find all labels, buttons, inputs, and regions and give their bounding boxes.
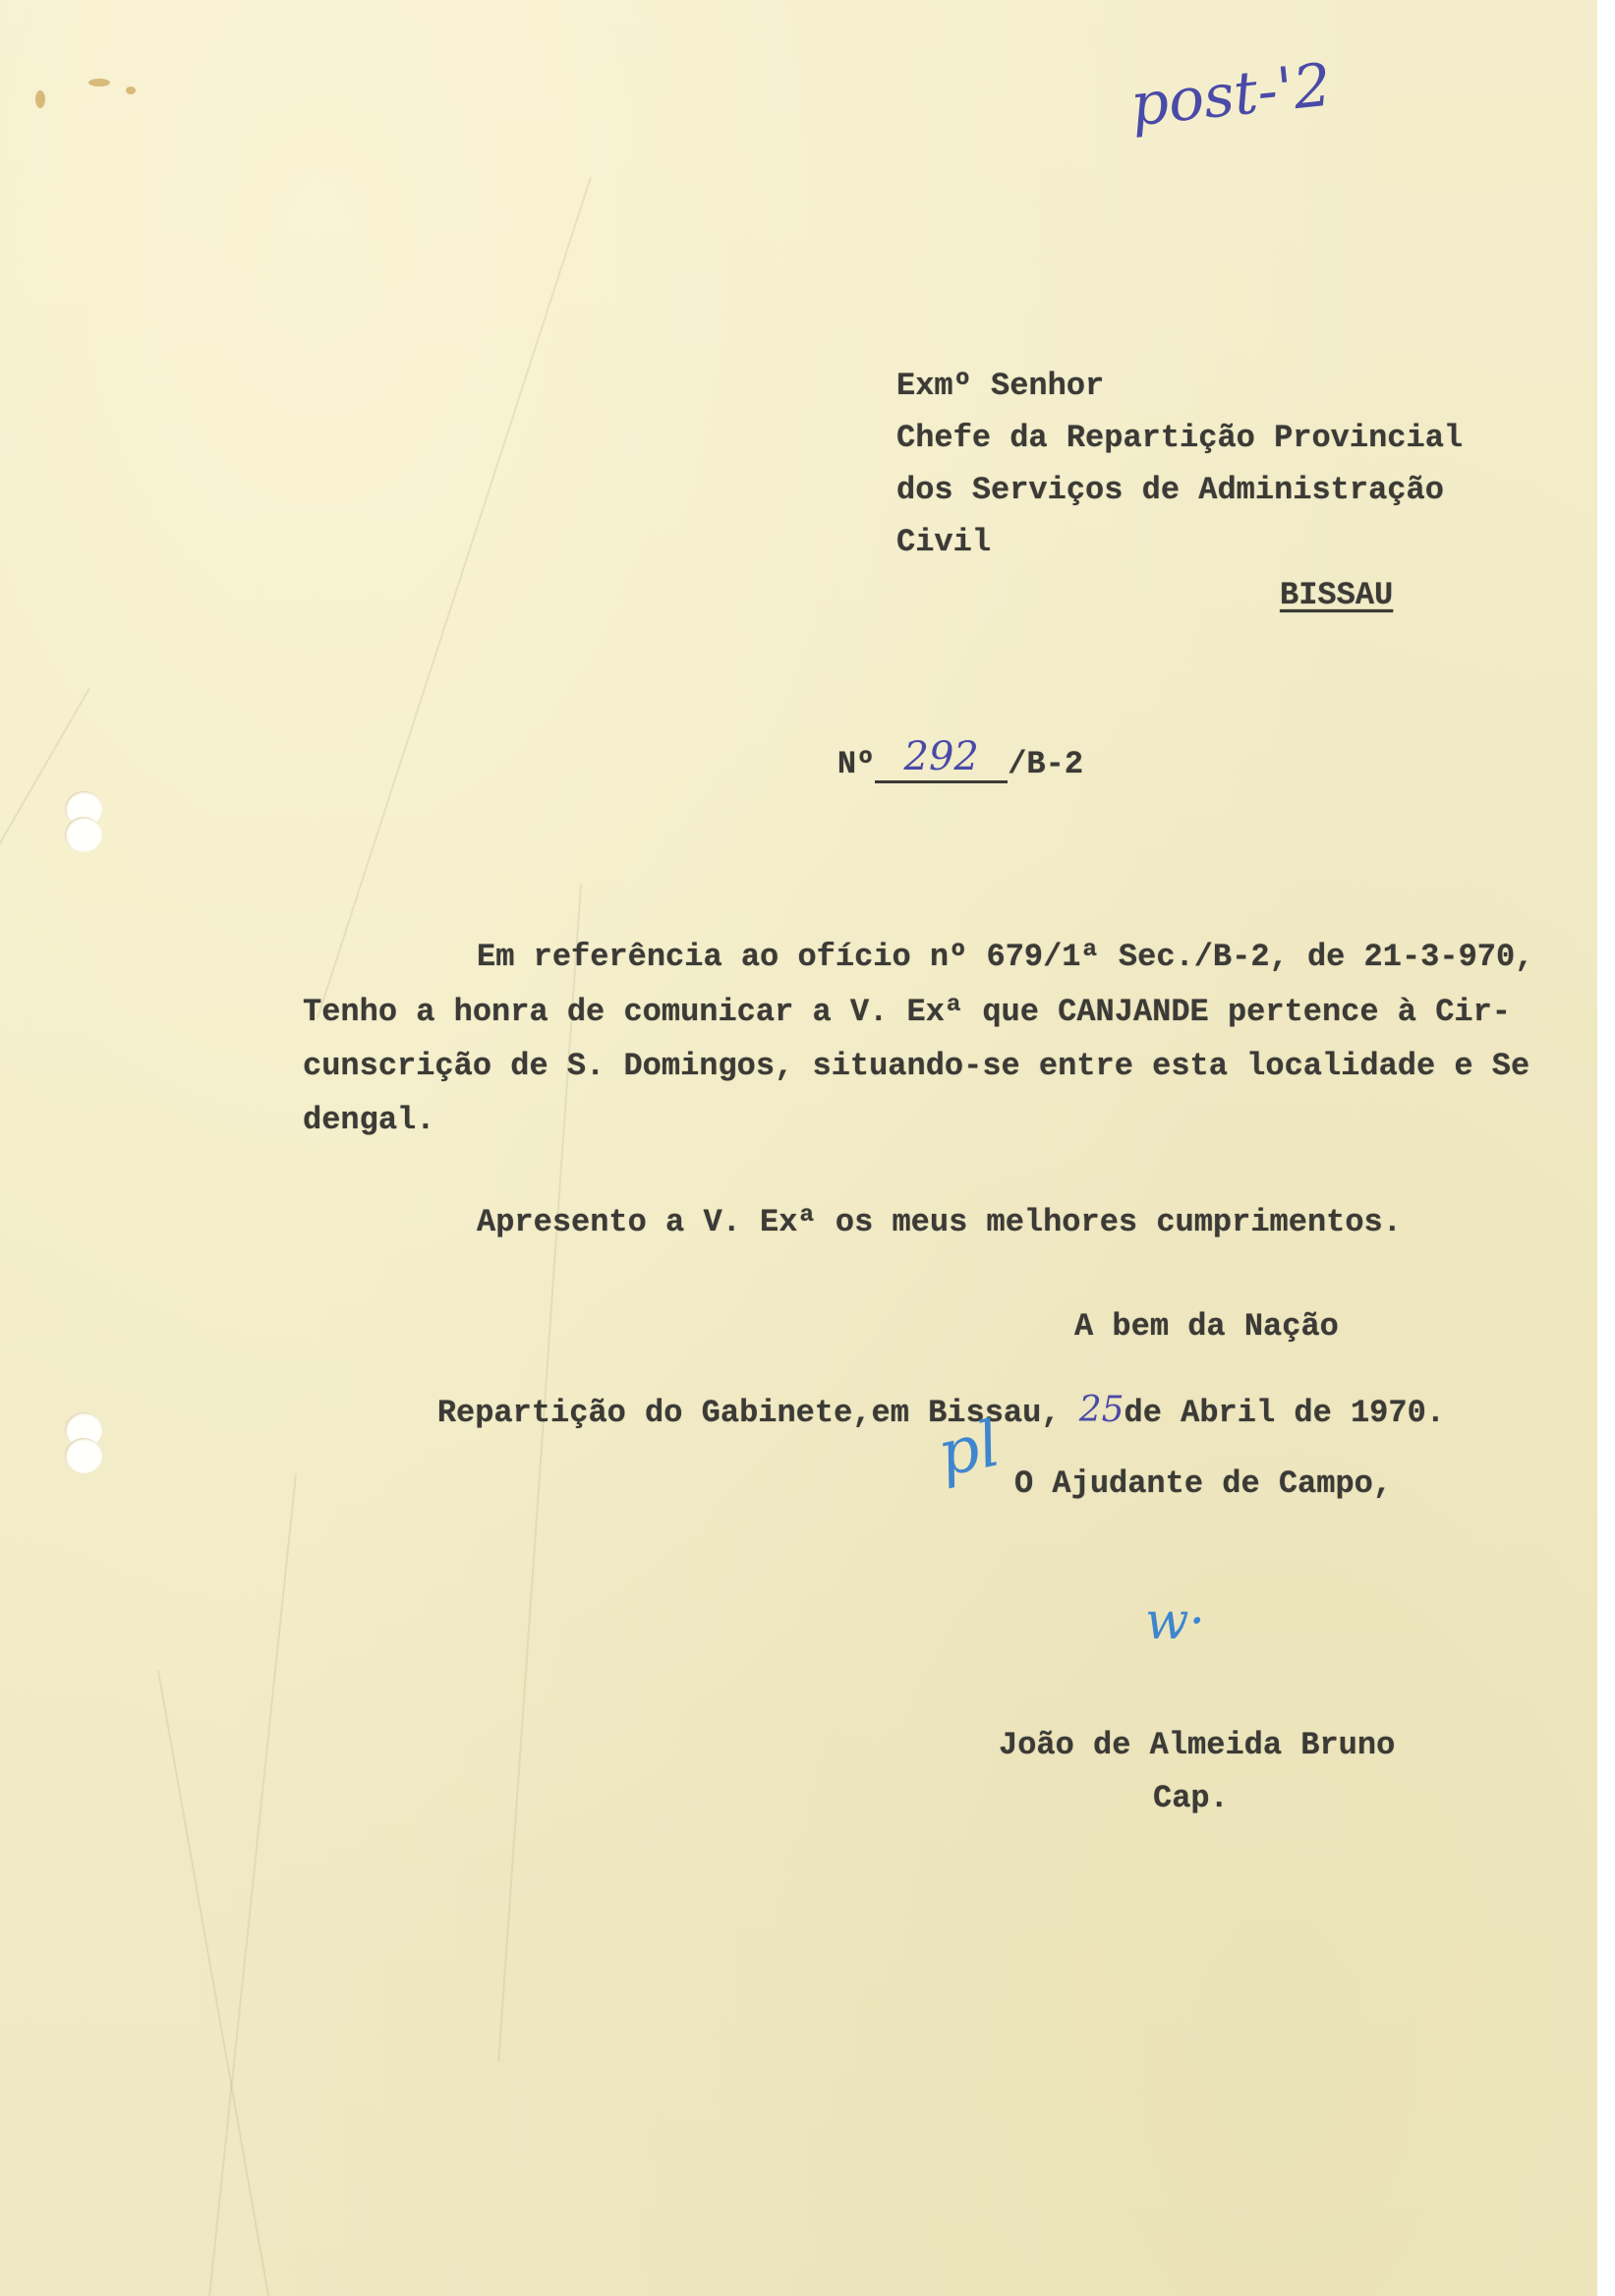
- punch-hole-upper: [65, 791, 102, 850]
- handwritten-day: 25: [1078, 1390, 1125, 1430]
- addressee-salutation: Exmº Senhor: [896, 368, 1105, 404]
- body-line: Tenho a honra de comunicar a V. Exª que CANJANDE pertence à Cir-: [303, 994, 1511, 1030]
- body-line: Em referência ao ofício nº 679/1ª Sec./B-2, de 21-3-970,: [477, 939, 1534, 975]
- crease-line: [157, 1671, 270, 2296]
- reference-handwritten-number: 292: [903, 734, 979, 779]
- body-line: cunscrição de S. Domingos, situando-se entre esta localidade e Se: [303, 1048, 1530, 1084]
- handwritten-note: post-'2: [1126, 50, 1335, 141]
- addressee-line: Civil: [896, 524, 992, 560]
- signatory-rank: Cap.: [1153, 1780, 1229, 1816]
- signature-mark: w·: [1145, 1592, 1206, 1651]
- reference-suffix: /B-2: [1008, 746, 1084, 782]
- reference-prefix: Nº: [836, 746, 876, 782]
- addressee-city: BISSAU: [1280, 577, 1394, 613]
- crease-line: [0, 688, 90, 1072]
- stain-mark: [126, 86, 136, 94]
- closing-line: Apresento a V. Exª os meus melhores cumprimentos.: [477, 1204, 1402, 1240]
- addressee-line: dos Serviços de Administração: [896, 472, 1444, 508]
- date-text: de Abril de 1970.: [1124, 1395, 1445, 1431]
- signatory-name: João de Almeida Bruno: [999, 1727, 1396, 1763]
- stain-mark: [88, 79, 110, 86]
- reference-number-field: [875, 734, 1008, 783]
- signatory-role: O Ajudante de Campo,: [1014, 1465, 1393, 1502]
- handwritten-initials: pl: [931, 1407, 1007, 1492]
- stain-mark: [35, 90, 45, 108]
- place-text: Repartição do Gabinete,em Bissau,: [436, 1395, 1079, 1431]
- reference-number: [762, 718, 1083, 815]
- crease-line: [207, 1474, 297, 2296]
- punch-hole-lower: [65, 1412, 102, 1471]
- place-date-line: [362, 1363, 1445, 1461]
- body-line: dengal.: [303, 1102, 435, 1138]
- crease-line: [317, 177, 592, 1019]
- addressee-line: Chefe da Repartição Provincial: [896, 420, 1464, 456]
- motto: A bem da Nação: [1074, 1308, 1339, 1345]
